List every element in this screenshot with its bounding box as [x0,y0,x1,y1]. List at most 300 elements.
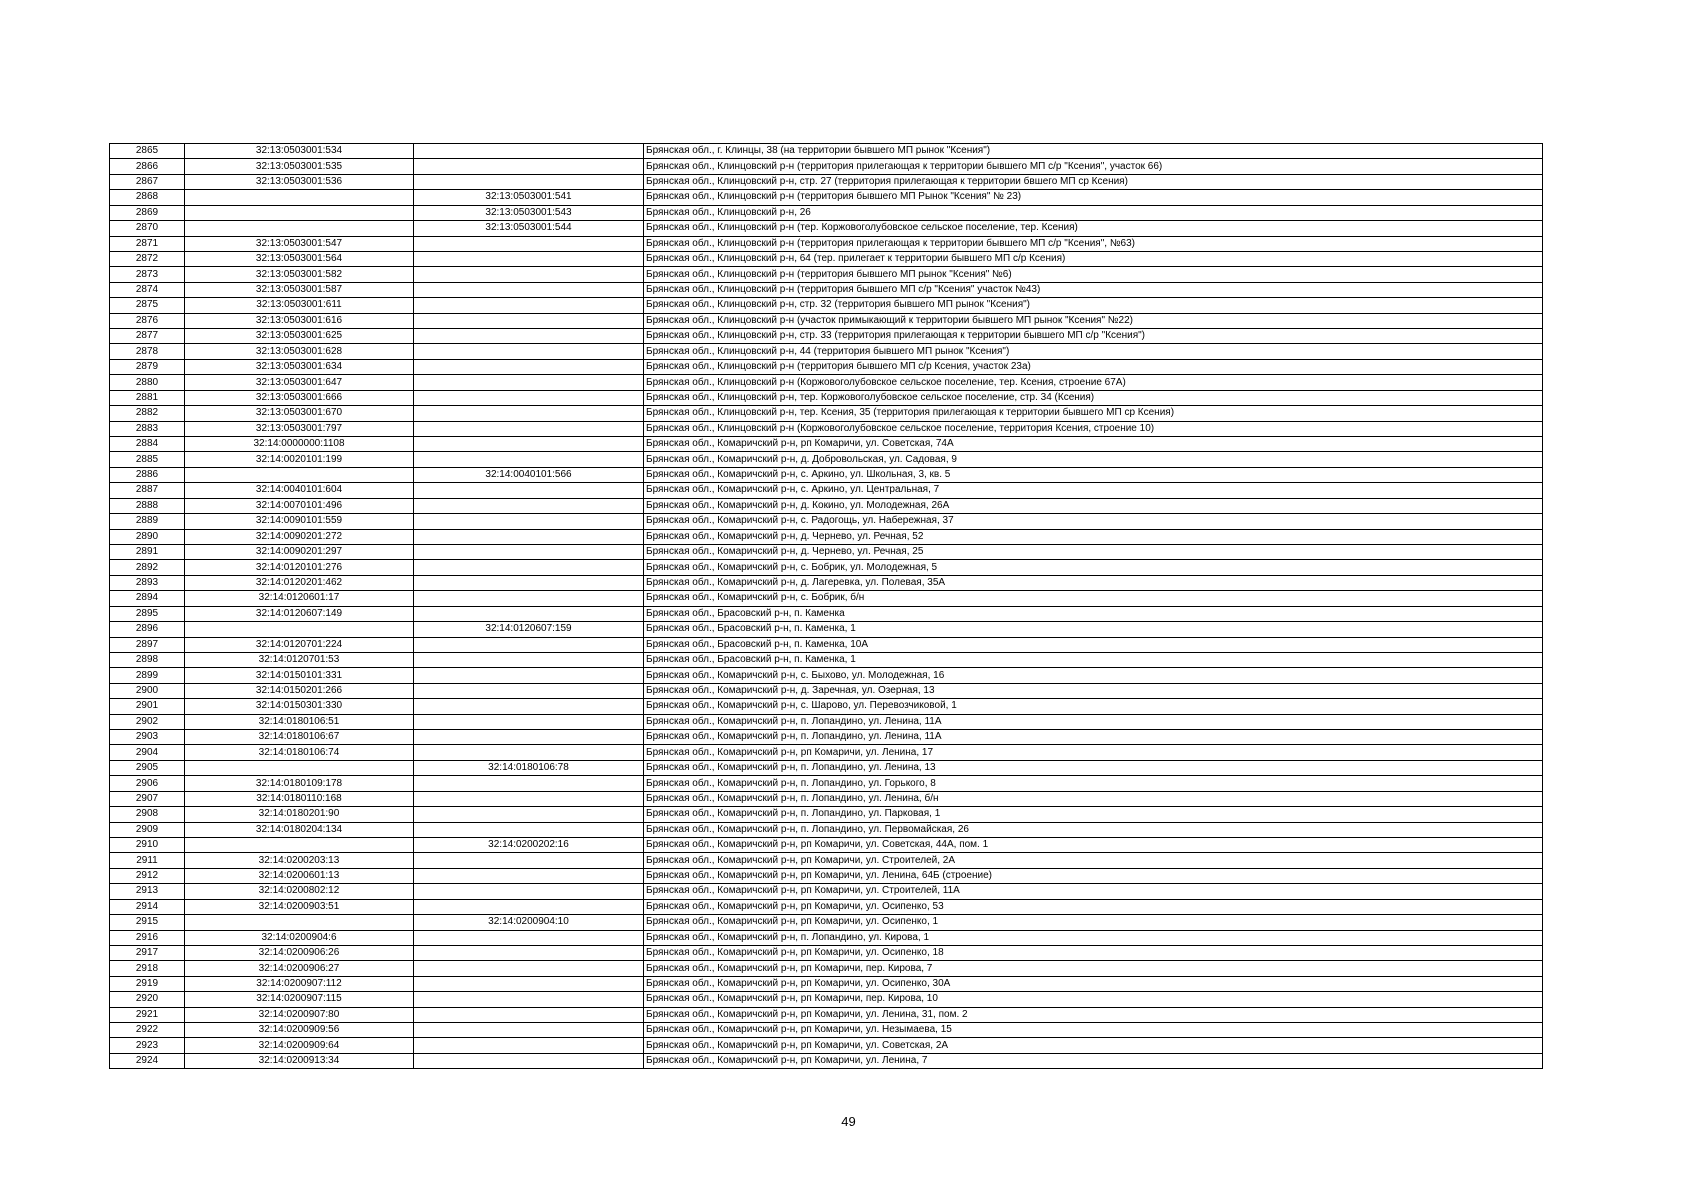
secondary-cadastral-number-cell [414,683,644,698]
address-cell: Брянская обл., Клинцовский р-н (территория бывшего МП рынок "Ксения" №6) [644,267,1543,282]
secondary-cadastral-number-cell [414,298,644,313]
secondary-cadastral-number-cell: 32:14:0200904:10 [414,915,644,930]
address-cell: Брянская обл., Комаричский р-н, рп Комаричи, ул. Советская, 74А [644,437,1543,452]
address-cell: Брянская обл., Комаричский р-н, п. Лопандино, ул. Ленина, 13 [644,760,1543,775]
cadastral-number-cell: 32:14:0090101:559 [185,514,414,529]
address-cell: Брянская обл., Комаричский р-н, п. Лопандино, ул. Парковая, 1 [644,807,1543,822]
secondary-cadastral-number-cell [414,637,644,652]
secondary-cadastral-number-cell: 32:14:0180106:78 [414,760,644,775]
address-cell: Брянская обл., Комаричский р-н, п. Лопандино, ул. Кирова, 1 [644,930,1543,945]
table-row [110,745,1543,760]
row-number-cell: 2914 [110,899,185,914]
secondary-cadastral-number-cell [414,606,644,621]
address-cell: Брянская обл., Комаричский р-н, с. Аркино, ул. Центральная, 7 [644,483,1543,498]
table-row [110,452,1543,467]
table-row [110,267,1543,282]
secondary-cadastral-number-cell [414,668,644,683]
secondary-cadastral-number-cell [414,406,644,421]
cadastral-number-cell: 32:14:0150301:330 [185,699,414,714]
table-row [110,329,1543,344]
address-cell: Брянская обл., Комаричский р-н, рп Комаричи, ул. Строителей, 11А [644,884,1543,899]
row-number-cell: 2872 [110,251,185,266]
cadastral-number-cell: 32:13:0503001:625 [185,329,414,344]
address-cell: Брянская обл., Клинцовский р-н (территория бывшего МП с/р Ксения, участок 23а) [644,359,1543,374]
table-row [110,591,1543,606]
row-number-cell: 2913 [110,884,185,899]
cadastral-number-cell: 32:13:0503001:616 [185,313,414,328]
row-number-cell: 2880 [110,375,185,390]
table-row [110,853,1543,868]
secondary-cadastral-number-cell [414,868,644,883]
row-number-cell: 2904 [110,745,185,760]
table-row [110,421,1543,436]
table-row [110,930,1543,945]
row-number-cell: 2890 [110,529,185,544]
address-cell: Брянская обл., Комаричский р-н, с. Бобрик, б/н [644,591,1543,606]
row-number-cell: 2915 [110,915,185,930]
address-cell: Брянская обл., Клинцовский р-н (Коржовоголубовское сельское поселение, территория Ксения, строение 10) [644,421,1543,436]
table-row [110,652,1543,667]
cadastral-number-cell: 32:13:0503001:582 [185,267,414,282]
cadastral-number-cell: 32:13:0503001:670 [185,406,414,421]
registry-table-body [110,144,1543,1069]
table-row [110,1007,1543,1022]
row-number-cell: 2901 [110,699,185,714]
row-number-cell: 2889 [110,514,185,529]
row-number-cell: 2912 [110,868,185,883]
table-row [110,205,1543,220]
row-number-cell: 2921 [110,1007,185,1022]
table-row [110,945,1543,960]
cadastral-number-cell: 32:13:0503001:535 [185,159,414,174]
address-cell: Брянская обл., Комаричский р-н, с. Шарово, ул. Перевозчиковой, 1 [644,699,1543,714]
row-number-cell: 2896 [110,622,185,637]
cadastral-number-cell: 32:14:0200913:34 [185,1053,414,1068]
address-cell: Брянская обл., Комаричский р-н, рп Комаричи, ул. Осипенко, 53 [644,899,1543,914]
table-row [110,714,1543,729]
address-cell: Брянская обл., Клинцовский р-н (территория бывшего МП с/р "Ксения" участок №43) [644,282,1543,297]
cadastral-number-cell: 32:14:0070101:496 [185,498,414,513]
row-number-cell: 2867 [110,174,185,189]
cadastral-number-cell: 32:14:0200802:12 [185,884,414,899]
secondary-cadastral-number-cell: 32:14:0040101:566 [414,467,644,482]
address-cell: Брянская обл., Комаричский р-н, рп Комаричи, ул. Советская, 2А [644,1038,1543,1053]
row-number-cell: 2870 [110,221,185,236]
address-cell: Брянская обл., Комаричский р-н, рп Комаричи, ул. Ленина, 17 [644,745,1543,760]
row-number-cell: 2882 [110,406,185,421]
table-row [110,390,1543,405]
row-number-cell: 2899 [110,668,185,683]
row-number-cell: 2881 [110,390,185,405]
address-cell: Брянская обл., Клинцовский р-н, стр. 33 (территория прилегающая к территории бывшего МП с/р "Ксения") [644,329,1543,344]
cadastral-number-cell: 32:13:0503001:611 [185,298,414,313]
secondary-cadastral-number-cell [414,1053,644,1068]
row-number-cell: 2875 [110,298,185,313]
cadastral-number-cell: 32:14:0120101:276 [185,560,414,575]
row-number-cell: 2923 [110,1038,185,1053]
secondary-cadastral-number-cell [414,992,644,1007]
address-cell: Брянская обл., Комаричский р-н, рп Комаричи, пер. Кирова, 7 [644,961,1543,976]
secondary-cadastral-number-cell [414,359,644,374]
address-cell: Брянская обл., Комаричский р-н, рп Комаричи, ул. Осипенко, 1 [644,915,1543,930]
table-row [110,514,1543,529]
address-cell: Брянская обл., Комаричский р-н, с. Аркино, ул. Школьная, 3, кв. 5 [644,467,1543,482]
address-cell: Брянская обл., Комаричский р-н, рп Комаричи, пер. Кирова, 10 [644,992,1543,1007]
secondary-cadastral-number-cell: 32:13:0503001:541 [414,190,644,205]
row-number-cell: 2886 [110,467,185,482]
secondary-cadastral-number-cell [414,236,644,251]
secondary-cadastral-number-cell [414,1038,644,1053]
address-cell: Брянская обл., Комаричский р-н, рп Комаричи, ул. Ленина, 31, пом. 2 [644,1007,1543,1022]
cadastral-number-cell: 32:14:0200903:51 [185,899,414,914]
secondary-cadastral-number-cell [414,945,644,960]
table-row [110,730,1543,745]
cadastral-number-cell: 32:14:0200904:6 [185,930,414,945]
secondary-cadastral-number-cell [414,498,644,513]
address-cell: Брянская обл., Клинцовский р-н, 44 (территория бывшего МП рынок "Ксения") [644,344,1543,359]
address-cell: Брянская обл., Комаричский р-н, п. Лопандино, ул. Горького, 8 [644,776,1543,791]
table-row [110,1038,1543,1053]
secondary-cadastral-number-cell: 32:13:0503001:544 [414,221,644,236]
address-cell: Брянская обл., Клинцовский р-н, стр. 27 (территория прилегающая к территории бвшего МП ср Ксения) [644,174,1543,189]
address-cell: Брянская обл., Комаричский р-н, рп Комаричи, ул. Советская, 44А, пом. 1 [644,837,1543,852]
row-number-cell: 2885 [110,452,185,467]
cadastral-number-cell: 32:14:0120607:149 [185,606,414,621]
secondary-cadastral-number-cell [414,421,644,436]
table-row [110,776,1543,791]
table-row [110,976,1543,991]
address-cell: Брянская обл., Клинцовский р-н, 64 (тер. прилегает к территории бывшего МП с/р Ксения) [644,251,1543,266]
table-row [110,791,1543,806]
table-row [110,760,1543,775]
row-number-cell: 2900 [110,683,185,698]
table-row [110,375,1543,390]
secondary-cadastral-number-cell [414,267,644,282]
table-row [110,1023,1543,1038]
row-number-cell: 2897 [110,637,185,652]
row-number-cell: 2878 [110,344,185,359]
row-number-cell: 2894 [110,591,185,606]
cadastral-number-cell [185,190,414,205]
table-row [110,529,1543,544]
cadastral-number-cell: 32:13:0503001:536 [185,174,414,189]
table-row [110,992,1543,1007]
table-row [110,637,1543,652]
address-cell: Брянская обл., Клинцовский р-н, тер. Ксения, 35 (территория прилегающая к территории бывшего МП ср Ксения) [644,406,1543,421]
table-row [110,467,1543,482]
table-row [110,359,1543,374]
page-number: 49 [841,1114,856,1129]
cadastral-number-cell [185,467,414,482]
address-cell: Брянская обл., Комаричский р-н, рп Комаричи, ул. Осипенко, 18 [644,945,1543,960]
secondary-cadastral-number-cell [414,807,644,822]
table-row [110,298,1543,313]
row-number-cell: 2919 [110,976,185,991]
secondary-cadastral-number-cell [414,745,644,760]
row-number-cell: 2918 [110,961,185,976]
address-cell: Брянская обл., Клинцовский р-н (территория бывшего МП Рынок "Ксения" № 23) [644,190,1543,205]
row-number-cell: 2924 [110,1053,185,1068]
address-cell: Брянская обл., Комаричский р-н, д. Кокино, ул. Молодежная, 26А [644,498,1543,513]
table-row [110,822,1543,837]
row-number-cell: 2877 [110,329,185,344]
row-number-cell: 2917 [110,945,185,960]
table-row [110,1053,1543,1068]
address-cell: Брянская обл., Клинцовский р-н, стр. 32 (территория бывшего МП рынок "Ксения") [644,298,1543,313]
secondary-cadastral-number-cell: 32:13:0503001:543 [414,205,644,220]
secondary-cadastral-number-cell [414,375,644,390]
row-number-cell: 2887 [110,483,185,498]
table-row [110,498,1543,513]
address-cell: Брянская обл., Клинцовский р-н (территория прилегающая к территории бывшего МП с/р "Ксения", участок 66) [644,159,1543,174]
table-row [110,221,1543,236]
secondary-cadastral-number-cell [414,930,644,945]
row-number-cell: 2922 [110,1023,185,1038]
address-cell: Брянская обл., Комаричский р-н, д. Лагеревка, ул. Полевая, 35А [644,575,1543,590]
cadastral-number-cell: 32:14:0200909:64 [185,1038,414,1053]
secondary-cadastral-number-cell [414,529,644,544]
table-row [110,313,1543,328]
cadastral-number-cell: 32:14:0090201:297 [185,544,414,559]
row-number-cell: 2892 [110,560,185,575]
secondary-cadastral-number-cell [414,884,644,899]
row-number-cell: 2903 [110,730,185,745]
address-cell: Брянская обл., Комаричский р-н, с. Радогощь, ул. Набережная, 37 [644,514,1543,529]
address-cell: Брянская обл., Комаричский р-н, п. Лопандино, ул. Ленина, 11А [644,730,1543,745]
cadastral-number-cell: 32:14:0200907:80 [185,1007,414,1022]
table-row [110,174,1543,189]
cadastral-number-cell: 32:14:0120201:462 [185,575,414,590]
secondary-cadastral-number-cell [414,714,644,729]
secondary-cadastral-number-cell [414,591,644,606]
table-row [110,884,1543,899]
secondary-cadastral-number-cell [414,390,644,405]
cadastral-number-cell: 32:14:0200909:56 [185,1023,414,1038]
cadastral-number-cell: 32:14:0180106:74 [185,745,414,760]
row-number-cell: 2883 [110,421,185,436]
cadastral-number-cell [185,622,414,637]
cadastral-number-cell: 32:13:0503001:666 [185,390,414,405]
address-cell: Брянская обл., Клинцовский р-н (участок примыкающий к территории бывшего МП рынок "Ксения" №22) [644,313,1543,328]
address-cell: Брянская обл., Комаричский р-н, рп Комаричи, ул. Строителей, 2А [644,853,1543,868]
row-number-cell: 2891 [110,544,185,559]
cadastral-number-cell [185,221,414,236]
cadastral-number-cell [185,760,414,775]
address-cell: Брянская обл., Комаричский р-н, п. Лопандино, ул. Ленина, б/н [644,791,1543,806]
secondary-cadastral-number-cell [414,452,644,467]
address-cell: Брянская обл., Комаричский р-н, рп Комаричи, ул. Осипенко, 30А [644,976,1543,991]
table-row [110,622,1543,637]
cadastral-number-cell: 32:13:0503001:628 [185,344,414,359]
address-cell: Брянская обл., Комаричский р-н, д. Чернево, ул. Речная, 25 [644,544,1543,559]
cadastral-number-cell: 32:13:0503001:534 [185,144,414,159]
secondary-cadastral-number-cell [414,144,644,159]
cadastral-number-cell: 32:14:0200601:13 [185,868,414,883]
address-cell: Брянская обл., Комаричский р-н, рп Комаричи, ул. Ленина, 64Б (строение) [644,868,1543,883]
address-cell: Брянская обл., Брасовский р-н, п. Каменка, 1 [644,622,1543,637]
table-row [110,251,1543,266]
cadastral-number-cell: 32:14:0090201:272 [185,529,414,544]
cadastral-number-cell: 32:14:0200203:13 [185,853,414,868]
table-row [110,406,1543,421]
secondary-cadastral-number-cell [414,976,644,991]
address-cell: Брянская обл., Комаричский р-н, д. Чернево, ул. Речная, 52 [644,529,1543,544]
table-row [110,144,1543,159]
secondary-cadastral-number-cell [414,174,644,189]
secondary-cadastral-number-cell [414,730,644,745]
secondary-cadastral-number-cell [414,699,644,714]
address-cell: Брянская обл., г. Клинцы, 38 (на территории бывшего МП рынок "Ксения") [644,144,1543,159]
table-row [110,668,1543,683]
cadastral-number-cell: 32:14:0120601:17 [185,591,414,606]
table-row [110,483,1543,498]
row-number-cell: 2906 [110,776,185,791]
secondary-cadastral-number-cell [414,159,644,174]
row-number-cell: 2873 [110,267,185,282]
address-cell: Брянская обл., Комаричский р-н, д. Заречная, ул. Озерная, 13 [644,683,1543,698]
cadastral-number-cell: 32:13:0503001:587 [185,282,414,297]
address-cell: Брянская обл., Клинцовский р-н (территория прилегающая к территории бывшего МП с/р "Ксения", №63) [644,236,1543,251]
address-cell: Брянская обл., Клинцовский р-н, тер. Коржовоголубовское сельское поселение, стр. 34 (Ксения) [644,390,1543,405]
table-row [110,961,1543,976]
row-number-cell: 2865 [110,144,185,159]
secondary-cadastral-number-cell [414,514,644,529]
secondary-cadastral-number-cell [414,251,644,266]
secondary-cadastral-number-cell [414,329,644,344]
table-row [110,699,1543,714]
property-registry-table [109,143,1543,1069]
secondary-cadastral-number-cell [414,961,644,976]
address-cell: Брянская обл., Комаричский р-н, п. Лопандино, ул. Ленина, 11А [644,714,1543,729]
table-row [110,899,1543,914]
address-cell: Брянская обл., Клинцовский р-н (Коржовоголубовское сельское поселение, тер. Ксения, строение 67А) [644,375,1543,390]
address-cell: Брянская обл., Комаричский р-н, рп Комаричи, ул. Ленина, 7 [644,1053,1543,1068]
table-row [110,282,1543,297]
row-number-cell: 2874 [110,282,185,297]
secondary-cadastral-number-cell: 32:14:0120607:159 [414,622,644,637]
secondary-cadastral-number-cell [414,544,644,559]
cadastral-number-cell: 32:13:0503001:564 [185,251,414,266]
cadastral-number-cell: 32:13:0503001:647 [185,375,414,390]
row-number-cell: 2910 [110,837,185,852]
cadastral-number-cell: 32:14:0180106:51 [185,714,414,729]
cadastral-number-cell: 32:14:0180201:90 [185,807,414,822]
row-number-cell: 2871 [110,236,185,251]
cadastral-number-cell: 32:14:0120701:53 [185,652,414,667]
cadastral-number-cell: 32:14:0020101:199 [185,452,414,467]
cadastral-number-cell: 32:14:0180109:178 [185,776,414,791]
secondary-cadastral-number-cell [414,575,644,590]
table-row [110,683,1543,698]
cadastral-number-cell: 32:13:0503001:634 [185,359,414,374]
row-number-cell: 2866 [110,159,185,174]
cadastral-number-cell: 32:14:0040101:604 [185,483,414,498]
row-number-cell: 2908 [110,807,185,822]
table-row [110,868,1543,883]
address-cell: Брянская обл., Клинцовский р-н, 26 [644,205,1543,220]
secondary-cadastral-number-cell [414,560,644,575]
address-cell: Брянская обл., Брасовский р-н, п. Каменка, 1 [644,652,1543,667]
table-row [110,190,1543,205]
cadastral-number-cell: 32:14:0200906:27 [185,961,414,976]
secondary-cadastral-number-cell [414,483,644,498]
address-cell: Брянская обл., Брасовский р-н, п. Каменка [644,606,1543,621]
address-cell: Брянская обл., Брасовский р-н, п. Каменка, 10А [644,637,1543,652]
row-number-cell: 2868 [110,190,185,205]
cadastral-number-cell [185,915,414,930]
cadastral-number-cell: 32:14:0200907:115 [185,992,414,1007]
cadastral-number-cell: 32:14:0180204:134 [185,822,414,837]
row-number-cell: 2905 [110,760,185,775]
table-row [110,159,1543,174]
row-number-cell: 2879 [110,359,185,374]
cadastral-number-cell: 32:14:0000000:1108 [185,437,414,452]
row-number-cell: 2884 [110,437,185,452]
row-number-cell: 2888 [110,498,185,513]
table-row [110,544,1543,559]
row-number-cell: 2920 [110,992,185,1007]
table-row [110,236,1543,251]
cadastral-number-cell: 32:14:0150201:266 [185,683,414,698]
cadastral-number-cell: 32:13:0503001:797 [185,421,414,436]
table-row [110,575,1543,590]
row-number-cell: 2869 [110,205,185,220]
secondary-cadastral-number-cell [414,822,644,837]
row-number-cell: 2909 [110,822,185,837]
table-row [110,560,1543,575]
cadastral-number-cell: 32:14:0200907:112 [185,976,414,991]
row-number-cell: 2902 [110,714,185,729]
secondary-cadastral-number-cell [414,344,644,359]
address-cell: Брянская обл., Клинцовский р-н (тер. Коржовоголубовское сельское поселение, тер. Ксения) [644,221,1543,236]
row-number-cell: 2898 [110,652,185,667]
cadastral-number-cell: 32:14:0150101:331 [185,668,414,683]
table-row [110,915,1543,930]
cadastral-number-cell [185,205,414,220]
address-cell: Брянская обл., Комаричский р-н, с. Быхово, ул. Молодежная, 16 [644,668,1543,683]
secondary-cadastral-number-cell: 32:14:0200202:16 [414,837,644,852]
table-row [110,837,1543,852]
cadastral-number-cell [185,837,414,852]
address-cell: Брянская обл., Комаричский р-н, рп Комаричи, ул. Незымаева, 15 [644,1023,1543,1038]
secondary-cadastral-number-cell [414,652,644,667]
table-row [110,344,1543,359]
table-row [110,606,1543,621]
secondary-cadastral-number-cell [414,282,644,297]
address-cell: Брянская обл., Комаричский р-н, п. Лопандино, ул. Первомайская, 26 [644,822,1543,837]
table-row [110,437,1543,452]
cadastral-number-cell: 32:14:0180106:67 [185,730,414,745]
row-number-cell: 2893 [110,575,185,590]
row-number-cell: 2895 [110,606,185,621]
row-number-cell: 2916 [110,930,185,945]
secondary-cadastral-number-cell [414,791,644,806]
secondary-cadastral-number-cell [414,1007,644,1022]
address-cell: Брянская обл., Комаричский р-н, д. Добровольская, ул. Садовая, 9 [644,452,1543,467]
cadastral-number-cell: 32:13:0503001:547 [185,236,414,251]
address-cell: Брянская обл., Комаричский р-н, с. Бобрик, ул. Молодежная, 5 [644,560,1543,575]
secondary-cadastral-number-cell [414,437,644,452]
row-number-cell: 2911 [110,853,185,868]
secondary-cadastral-number-cell [414,853,644,868]
secondary-cadastral-number-cell [414,776,644,791]
cadastral-number-cell: 32:14:0180110:168 [185,791,414,806]
secondary-cadastral-number-cell [414,1023,644,1038]
row-number-cell: 2907 [110,791,185,806]
table-row [110,807,1543,822]
secondary-cadastral-number-cell [414,313,644,328]
cadastral-number-cell: 32:14:0200906:26 [185,945,414,960]
